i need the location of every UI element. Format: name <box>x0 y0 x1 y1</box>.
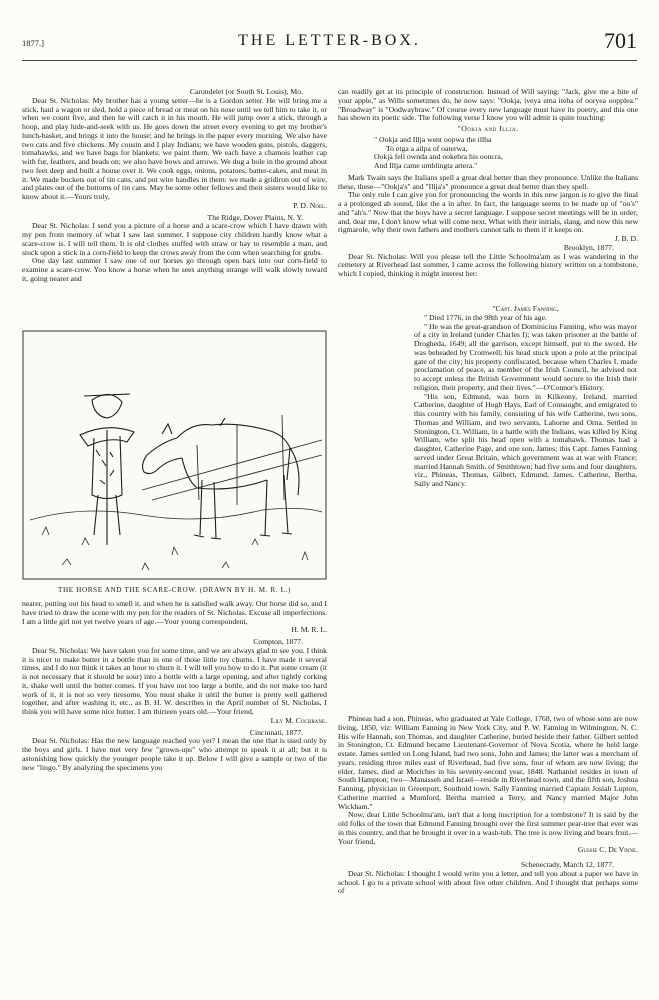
letter-4-body-2: Mark Twain says the Italians spell a great deal better than they pronounce. Unlike the Italians these, these—"Ookja's" and "Illja's" pronounce a great deal better than they spell. <box>338 172 638 191</box>
tombstone-para-2: "His son, Edmund, was born in Kilkenny, Ireland, married Catherine, daughter of Hugh Hays, Earl of Connaught, and emigrated to this country with his family, consisting of his wife Catherine, two sons, Thomas and William, and two servants, Lahorne and Orna. Settled in Stonington, Ct. William, in a battle with the Indians, was killed by King William, who split his head open with a tomahawk. Thomas had a daughter, Catherine Page, and one son, James; this Capt. James Fanning served under Great Britain, which government was at war with France; married Hannah Smith, of Smithtown; had five sons and four daughters, viz., Phineas, Thomas, Gilbert, Edmund, James, Catherine, Bertha, Sally and Nancy. <box>414 391 637 488</box>
letter-3-body: Dear St. Nicholas: We have taken you for some time, and we are always glad to see you. I think it is nicer to make butter in a bottle than in one of those little toy churns. I have made it several times, and I do not think it takes an hour to churn it. I will tell you how to do it. Put some cream (it is not necessary that it should be sour) into a bottle with a large opening, and after tightly corking it, shake well until the butter comes. If you have not too large a bottle, and do not make too hard work of it, it is not so very tiresome. You must shake it until the butter is pretty well gathered together, and after washing it, etc., as B. H. W. describes in the April number of St. Nicholas, I think you will have some nice butter. I am thirteen years old.—Your friend, <box>22 645 327 716</box>
letter-2-body-1: Dear St. Nicholas: I send you a picture of a horse and a scare-crow which I have drawn with my pen from memory of what I saw last summer. I suppose city children hardly know what a scare-crow is. I will tell them. It is old clothes stuffed with straw or hay to resemble a man, and stuck upon a stick in a corn-field to keep the crows away from the corn when searching for grubs. <box>22 221 327 257</box>
tombstone-para-3: Phineas had a son, Phineas, who graduated at Yale College, 1768, two of whose sons are now living, 1850, viz: William Fanning in New York City, and P. W. Fanning in Wilmington, N. C. His wife Hannah, son Thomas, and daughter Catherine, buried beside their father. Gilbert settled in Stonington, Ct. Edmund became Lieutenant-Governor of Nova Scotia, where he held large estate. James settled on Long Island, had two sons, John and James; the latter was a merchant of years, residing three miles east of Riverhead, had five sons, four of whom are now living; the elder, James, died at Moriches in his seventy-second year, 1848. Nathaniel resides in town of South Hampton; two—Manasseh and Israel—reside in Riverhead town, and the fifth son, Joshua Fanning, physician in Greenport, Southold town. Sally Fanning married Captain Josiah Lupton, Catherine married a Mumford, Bertha married a Terry, and Nancy married Major John Wickham." <box>338 714 638 811</box>
poem-block <box>338 125 638 171</box>
running-title: THE LETTER-BOX. <box>238 32 421 49</box>
letter-5-signature: Gussie C. De Vinne. <box>577 845 638 855</box>
letter-6-body: Dear St. Nicholas: I thought I would write you a letter, and tell you about a paper we have in school. I go to a private school with about five other children. And I thought that perhaps some of <box>338 868 638 896</box>
poem-line-4: And Illja came umblingta artera." <box>374 161 478 170</box>
header-rule <box>22 60 637 61</box>
page-number: 701 <box>604 28 637 53</box>
letter-1-body: Dear St. Nicholas: My brother has a young setter—he is a Gordon setter. He will bring me a stick, haul a wagon or sled, hold a piece of bread or meat on his nose until we tell him to take it, or when we count five, and then he will catch it in his mouth. He will jump over a stick, through a hoop, and play hide-and-seek with us. He goes down the street every evening to get my brother's lunch-basket, and brings it into the house; and he brings in the paper every morning. We also have two cats and five chickens. My cousin and I play Indians; we have wooden guns, pistols, daggers, tomahawks, and we have bags for blankets; we paint them. We each have a chamois leather cap with fur, feathers, and beads on; we also have bows and arrows. We dug a hole in the ground about two feet deep and built a house over it. We cook eggs, onions, potatoes, batter-cakes, and meat in it. We made buckets out of tin cans, and put wire handles in them: we made a gridiron out of wire, and plates out of the bottoms of tin cans. May be some other fellows and their sisters would like to know about it.—Yours truly, <box>22 95 327 201</box>
letter-2-signature: H. M. R. L. <box>291 625 327 635</box>
letter-2-dateline: The Ridge, Dover Plains, N. Y. <box>207 212 303 222</box>
letter-4-signature: J. B. D. <box>614 234 638 243</box>
tombstone-para-1: " He was the great-grandson of Dominicius Fanning, who was mayor of a city in Ireland (under Charles I); was taken prisoner at the battle of Drogheda, 1649; all the garrison, except himself, put to the sword. He was beheaded by Cromwell; his head stuck upon a pole at the principal gate of the city; his property confiscated, because when Charles I. made proclamation of peace, as member of the Irish Council, he advised not to accept unless the British Government would secure to the Irish their religion, their property, and their lives."—O'Connor's History. <box>414 321 638 392</box>
letter-6-dateline: Schenectady, March 12, 1877. <box>520 860 614 869</box>
letter-1-dateline: Carondelet (or South St. Louis), Mo. <box>189 87 303 96</box>
letter-5-closing: Now, dear Little Schoolma'am, isn't that a long inscription for a tombstone? It is said by the old folks of the town that Edmund Fanning brought over the first summer pear-tree that ever was in this country, and that he brought it over in a wash-tub. The tree is now living and bears fruit.—Your friend, <box>338 810 638 846</box>
poem-line-2: To etga a ailpa of oaterwa, <box>386 143 468 153</box>
poem-line-1: " Ookja and Illja went oopwa the illha <box>374 134 492 144</box>
horse-scarecrow-illustration <box>22 330 327 580</box>
letter-5-dateline: Brooklyn, 1877. <box>563 242 614 252</box>
poem-line-3: Ookja fell ownda and ookebra his ooncra, <box>374 152 503 162</box>
page-header <box>22 30 637 54</box>
letter-2-body-3: nearer, putting out his head to smell it, and when he is satisfied walk away. Our horse did so, and I have tried to draw the scene with my pen for the readers of St. Nicholas. Excuse all imperfections. I am a little girl not yet twelve years of age.—Your young correspondent, <box>22 599 327 626</box>
poem-title: "Ookja and Illja. <box>457 124 519 133</box>
letter-1-signature: P. D. Noel. <box>293 200 327 210</box>
tombstone-title: "Capt. James Fanning, <box>492 304 559 313</box>
tombstone-died: " Died 1776, in the 98th year of his age. <box>424 312 547 322</box>
left-column-top <box>22 88 327 284</box>
letter-3-dateline: Compton, 1877. <box>253 637 303 646</box>
illustration-caption: THE HORSE AND THE SCARE-CROW. (DRAWN BY H. M. R. L.) <box>57 586 291 594</box>
volume-year: 1877.] <box>22 38 44 48</box>
letter-4-dateline: Cincinnati, 1877. <box>249 727 303 737</box>
letter-2-body-2: One day last summer I saw one of our horses go through open bars into our corn-field to examine a scare-crow. You know a horse when he sees anything strange will walk slowly toward it, going nearer and <box>22 256 327 283</box>
left-column-bottom <box>22 600 327 772</box>
letter-4-body-3: The only rule I can give you for pronouncing the words in this new jargon is to give the final a a prolonged ah sound, like the a in after. In fact, the language seems to be made up of "oo's" and "ah's." Now that the boys have a secret language. I suppose secret meetings will be in order; and, dear me, I don't know what will come next. What with their initials, slang, and now this new rigmarole, why their own fathers and mothers cannot talk to them if it keeps on. <box>338 190 638 235</box>
letter-4-body-cont: can readily get at its principle of construction. Instead of Will saying: "Jack, give me a bite of your apple," as Wills sometimes do, he now says: "Ookja, iveya ema iteba of ooryea oopplea." "Broadway" is "Oodwaybraw." Of course every new language must have its poetry, and this one has shown its poetic side. The following verse I know you will admit is quite touching: <box>338 87 638 123</box>
letter-3-signature: Lily M. Cochrane. <box>270 715 327 725</box>
letter-5-body: Dear St. Nicholas: Will you please tell the Little Schoolma'am as I was wandering in the cemetery at Riverhead last summer, I came across the following history written on a tombstone, which I copied, thinking it might interest her: <box>338 251 638 278</box>
right-column-top <box>338 88 638 279</box>
letter-4-body: Dear St. Nicholas: Has the new language reached you yet? I mean the one that is used only by the boys and girls. I have met very few "grown-ups" who attempt to speak it at all; but it is astonishing how quickly the younger people take it up. Below I will give a sample or two of the new "lingo." By analyzing the specimens you <box>22 736 327 772</box>
tombstone-inscription <box>414 305 637 489</box>
right-column-bottom <box>338 715 638 896</box>
